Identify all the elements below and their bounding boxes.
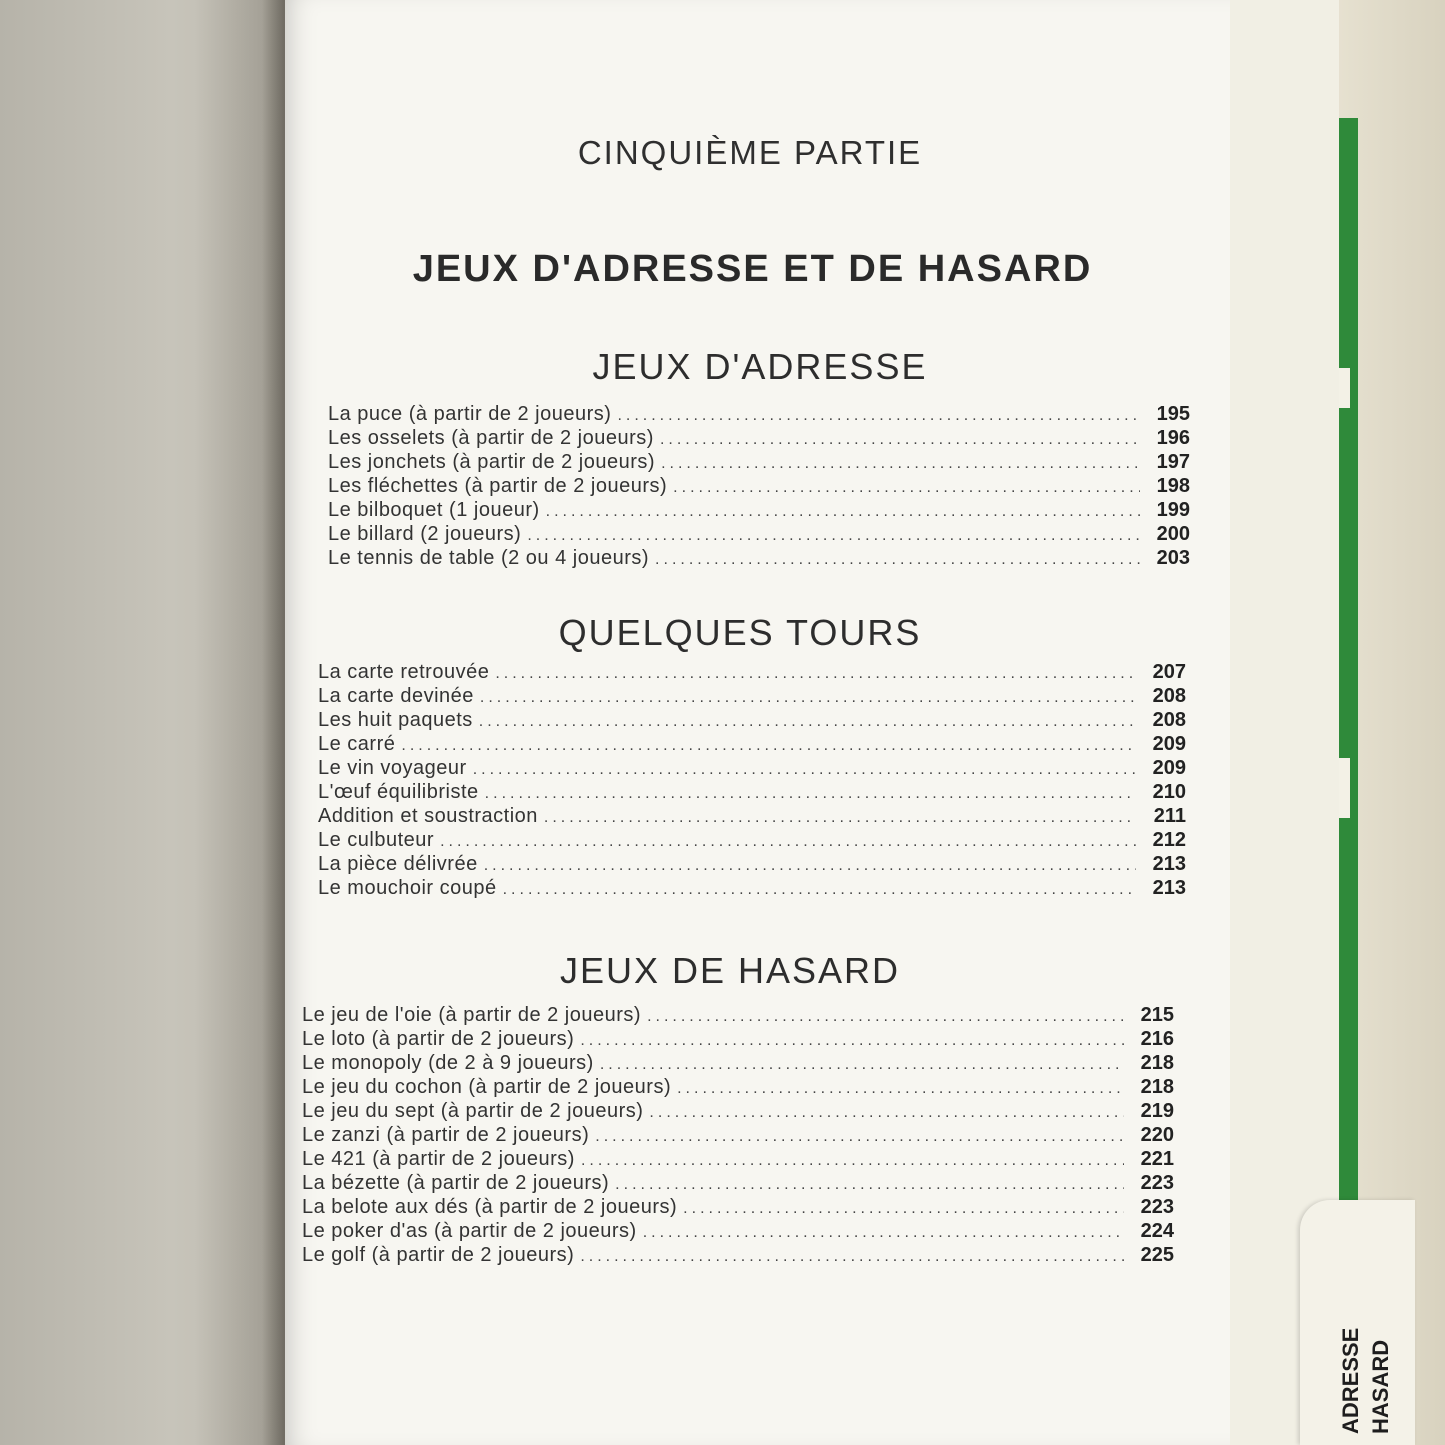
toc-entry[interactable]: [302, 1243, 1174, 1267]
entry-label: La pièce délivrée: [318, 853, 478, 875]
toc-entry[interactable]: [302, 1123, 1174, 1147]
entry-label: Les fléchettes (à partir de 2 joueurs): [328, 475, 668, 497]
toc-entry[interactable]: [318, 756, 1186, 780]
entry-label: Le vin voyageur: [318, 757, 467, 779]
leader-dots: [643, 1221, 1124, 1245]
leader-dots: [673, 476, 1140, 500]
entry-page: 215: [1140, 1004, 1174, 1026]
leader-dots: [581, 1149, 1124, 1173]
leader-dots: [649, 1101, 1124, 1125]
entry-page: 200: [1156, 523, 1190, 545]
leader-dots: [401, 734, 1136, 758]
entry-page: 213: [1152, 853, 1186, 875]
toc-entry[interactable]: [318, 876, 1186, 900]
entry-label: Le monopoly (de 2 à 9 joueurs): [302, 1052, 594, 1074]
entry-label: Les huit paquets: [318, 709, 473, 731]
entry-page: 208: [1152, 685, 1186, 707]
toc-entry[interactable]: [302, 1027, 1174, 1051]
entry-page: 212: [1152, 829, 1186, 851]
entry-label: Le billard (2 joueurs): [328, 523, 522, 545]
toc-list-tours: [318, 660, 1186, 900]
toc-entry[interactable]: [302, 1003, 1174, 1027]
leader-dots: [580, 1029, 1124, 1053]
entry-page: 196: [1156, 427, 1190, 449]
toc-entry[interactable]: [318, 828, 1186, 852]
entry-page: 210: [1152, 781, 1186, 803]
section-title-tours: QUELQUES TOURS: [558, 612, 922, 653]
entry-page: 203: [1156, 547, 1190, 569]
leader-dots: [484, 854, 1136, 878]
leader-dots: [473, 758, 1136, 782]
thumb-tab-line-adresse: ADRESSE: [1338, 1327, 1363, 1434]
toc-entry[interactable]: [318, 660, 1186, 684]
entry-label: La carte devinée: [318, 685, 474, 707]
entry-label: La bézette (à partir de 2 joueurs): [302, 1172, 610, 1194]
toc-content: [300, 0, 1190, 1445]
toc-entry[interactable]: [302, 1075, 1174, 1099]
entry-label: Le mouchoir coupé: [318, 877, 497, 899]
entry-label: La carte retrouvée: [318, 661, 490, 683]
toc-entry[interactable]: [302, 1099, 1174, 1123]
main-title: JEUX D'ADRESSE ET DE HASARD: [412, 248, 1093, 290]
entry-page: 198: [1156, 475, 1190, 497]
entry-label: Le golf (à partir de 2 joueurs): [302, 1244, 575, 1266]
leader-dots: [660, 428, 1140, 452]
entry-page: 213: [1152, 877, 1186, 899]
entry-page: 197: [1156, 451, 1190, 473]
entry-page: 221: [1140, 1148, 1174, 1170]
leader-dots: [503, 878, 1136, 902]
toc-entry[interactable]: [318, 804, 1186, 828]
entry-label: Addition et soustraction: [318, 805, 538, 827]
entry-label: Le jeu de l'oie (à partir de 2 joueurs): [302, 1004, 642, 1026]
entry-label: Les osselets (à partir de 2 joueurs): [328, 427, 654, 449]
leader-dots: [677, 1077, 1124, 1101]
leader-dots: [485, 782, 1136, 806]
entry-label: Le culbuteur: [318, 829, 435, 851]
entry-page: 208: [1152, 709, 1186, 731]
toc-entry[interactable]: [318, 852, 1186, 876]
entry-page: 216: [1140, 1028, 1174, 1050]
entry-label: La puce (à partir de 2 joueurs): [328, 403, 612, 425]
entry-page: 220: [1140, 1124, 1174, 1146]
toc-entry[interactable]: [328, 522, 1190, 546]
leader-dots: [479, 710, 1136, 734]
section-title-adresse: JEUX D'ADRESSE: [592, 346, 928, 387]
thumb-tab-line-hasard: HASARD: [1368, 1339, 1393, 1434]
toc-entry[interactable]: [302, 1195, 1174, 1219]
entry-page: 224: [1140, 1220, 1174, 1242]
entry-page: 199: [1156, 499, 1190, 521]
entry-page: 223: [1140, 1196, 1174, 1218]
leader-dots: [661, 452, 1140, 476]
section-title-hasard: JEUX DE HASARD: [559, 950, 901, 991]
leader-dots: [546, 500, 1140, 524]
entry-page: 195: [1156, 403, 1190, 425]
entry-label: Le poker d'as (à partir de 2 joueurs): [302, 1220, 637, 1242]
entry-page: 211: [1153, 805, 1186, 827]
toc-list-hasard: [302, 1003, 1174, 1267]
entry-page: 209: [1152, 733, 1186, 755]
thumb-tab-label: [1338, 1262, 1398, 1442]
toc-entry[interactable]: [318, 780, 1186, 804]
leader-dots: [595, 1125, 1124, 1149]
entry-label: Le bilboquet (1 joueur): [328, 499, 540, 521]
toc-entry[interactable]: [302, 1051, 1174, 1075]
toc-entry[interactable]: [302, 1171, 1174, 1195]
toc-entry[interactable]: [302, 1147, 1174, 1171]
toc-entry[interactable]: [328, 474, 1190, 498]
entry-label: Le jeu du sept (à partir de 2 joueurs): [302, 1100, 644, 1122]
leader-dots: [647, 1005, 1124, 1029]
left-facing-page: [0, 0, 285, 1445]
entry-page: 218: [1140, 1052, 1174, 1074]
entry-label: Le zanzi (à partir de 2 joueurs): [302, 1124, 590, 1146]
leader-dots: [527, 524, 1140, 548]
leader-dots: [544, 806, 1136, 830]
entry-page: 225: [1140, 1244, 1174, 1266]
leader-dots: [495, 662, 1136, 686]
toc-entry[interactable]: [328, 498, 1190, 522]
leader-dots: [600, 1053, 1124, 1077]
leader-dots: [655, 548, 1140, 572]
entry-label: L'œuf équilibriste: [318, 781, 479, 803]
leader-dots: [683, 1197, 1124, 1221]
toc-entry[interactable]: [302, 1219, 1174, 1243]
part-title: CINQUIÈME PARTIE: [577, 134, 923, 171]
leader-dots: [615, 1173, 1124, 1197]
entry-label: Les jonchets (à partir de 2 joueurs): [328, 451, 656, 473]
leader-dots: [440, 830, 1136, 854]
entry-page: 223: [1140, 1172, 1174, 1194]
entry-label: Le loto (à partir de 2 joueurs): [302, 1028, 575, 1050]
entry-page: 207: [1152, 661, 1186, 683]
entry-label: Le carré: [318, 733, 396, 755]
toc-entry[interactable]: [318, 684, 1186, 708]
entry-page: 218: [1140, 1076, 1174, 1098]
leader-dots: [617, 404, 1140, 428]
entry-label: Le jeu du cochon (à partir de 2 joueurs): [302, 1076, 672, 1098]
entry-label: Le tennis de table (2 ou 4 joueurs): [328, 547, 650, 569]
toc-entry[interactable]: [328, 450, 1190, 474]
entry-page: 209: [1152, 757, 1186, 779]
toc-entry[interactable]: [328, 546, 1190, 570]
toc-entry[interactable]: [328, 426, 1190, 450]
entry-label: Le 421 (à partir de 2 joueurs): [302, 1148, 575, 1170]
entry-label: La belote aux dés (à partir de 2 joueurs): [302, 1196, 678, 1218]
toc-entry[interactable]: [328, 402, 1190, 426]
toc-entry[interactable]: [318, 708, 1186, 732]
entry-page: 219: [1140, 1100, 1174, 1122]
toc-entry[interactable]: [318, 732, 1186, 756]
leader-dots: [480, 686, 1136, 710]
toc-list-adresse: [328, 402, 1190, 570]
leader-dots: [580, 1245, 1124, 1269]
